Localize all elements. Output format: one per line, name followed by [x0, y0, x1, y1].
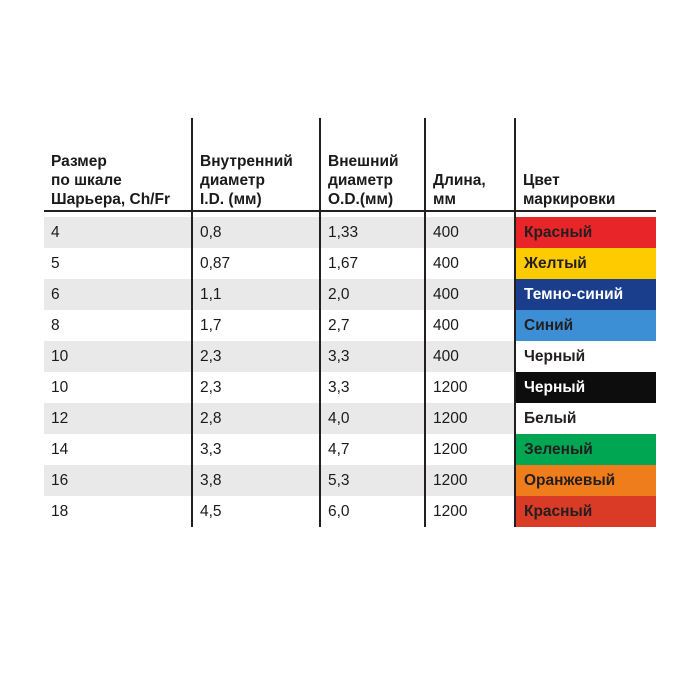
table-row [44, 310, 656, 341]
column-header-inner-diameter [192, 118, 320, 217]
cell-size: 5 [44, 248, 192, 279]
cell-size: 12 [44, 403, 192, 434]
column-header-outer-diameter [320, 118, 425, 217]
cell-outer-diameter: 1,67 [320, 248, 425, 279]
cell-marking-color: Синий [515, 310, 656, 341]
header-line: по шкале [51, 172, 122, 190]
header-line: мм [433, 191, 456, 209]
cell-size: 6 [44, 279, 192, 310]
cell-inner-diameter: 0,8 [192, 217, 320, 248]
cell-marking-color: Черный [515, 341, 656, 372]
cell-inner-diameter: 0,87 [192, 248, 320, 279]
cell-marking-color: Черный [515, 372, 656, 403]
table-row [44, 372, 656, 403]
cell-outer-diameter: 1,33 [320, 217, 425, 248]
cell-marking-color: Желтый [515, 248, 656, 279]
cell-length: 1200 [425, 403, 515, 434]
cell-size: 4 [44, 217, 192, 248]
cell-marking-color: Красный [515, 496, 656, 527]
cell-outer-diameter: 4,0 [320, 403, 425, 434]
cell-marking-color: Темно-синий [515, 279, 656, 310]
column-header-length [425, 118, 515, 217]
header-line: Внутренний [200, 153, 293, 171]
header-line: диаметр [200, 172, 265, 190]
cell-size: 8 [44, 310, 192, 341]
table-row [44, 434, 656, 465]
cell-inner-diameter: 2,3 [192, 341, 320, 372]
cell-inner-diameter: 4,5 [192, 496, 320, 527]
header-line: I.D. (мм) [200, 191, 262, 209]
table-body [44, 217, 656, 527]
header-line: Шарьера, Ch/Fr [51, 191, 170, 209]
column-header-marking-color [515, 118, 656, 217]
table-row [44, 403, 656, 434]
table-row [44, 248, 656, 279]
cell-size: 18 [44, 496, 192, 527]
cell-marking-color: Оранжевый [515, 465, 656, 496]
header-divider [44, 210, 656, 212]
cell-inner-diameter: 2,8 [192, 403, 320, 434]
cell-marking-color: Зеленый [515, 434, 656, 465]
catheter-spec-table [44, 118, 656, 527]
header-line: O.D.(мм) [328, 191, 394, 209]
cell-inner-diameter: 3,3 [192, 434, 320, 465]
cell-inner-diameter: 2,3 [192, 372, 320, 403]
table-row [44, 341, 656, 372]
table-row [44, 496, 656, 527]
cell-length: 1200 [425, 465, 515, 496]
header-row [44, 118, 656, 217]
cell-size: 10 [44, 372, 192, 403]
cell-size: 10 [44, 341, 192, 372]
header-line: маркировки [523, 191, 616, 209]
header-line: диаметр [328, 172, 393, 190]
cell-outer-diameter: 5,3 [320, 465, 425, 496]
cell-length: 400 [425, 217, 515, 248]
cell-length: 1200 [425, 496, 515, 527]
cell-outer-diameter: 2,7 [320, 310, 425, 341]
cell-outer-diameter: 2,0 [320, 279, 425, 310]
table-header [44, 118, 656, 217]
cell-outer-diameter: 3,3 [320, 372, 425, 403]
spec-table-container [44, 118, 656, 527]
cell-outer-diameter: 3,3 [320, 341, 425, 372]
header-line: Цвет [523, 172, 560, 190]
cell-marking-color: Белый [515, 403, 656, 434]
column-header-size [44, 118, 192, 217]
cell-length: 400 [425, 248, 515, 279]
table-row [44, 217, 656, 248]
cell-inner-diameter: 1,7 [192, 310, 320, 341]
cell-inner-diameter: 1,1 [192, 279, 320, 310]
cell-outer-diameter: 4,7 [320, 434, 425, 465]
cell-length: 1200 [425, 372, 515, 403]
cell-length: 400 [425, 341, 515, 372]
cell-size: 16 [44, 465, 192, 496]
cell-length: 400 [425, 279, 515, 310]
cell-length: 400 [425, 310, 515, 341]
header-line: Размер [51, 153, 107, 171]
cell-length: 1200 [425, 434, 515, 465]
cell-inner-diameter: 3,8 [192, 465, 320, 496]
header-line: Длина, [433, 172, 486, 190]
cell-size: 14 [44, 434, 192, 465]
table-row [44, 279, 656, 310]
header-line: Внешний [328, 153, 399, 171]
cell-outer-diameter: 6,0 [320, 496, 425, 527]
table-row [44, 465, 656, 496]
cell-marking-color: Красный [515, 217, 656, 248]
